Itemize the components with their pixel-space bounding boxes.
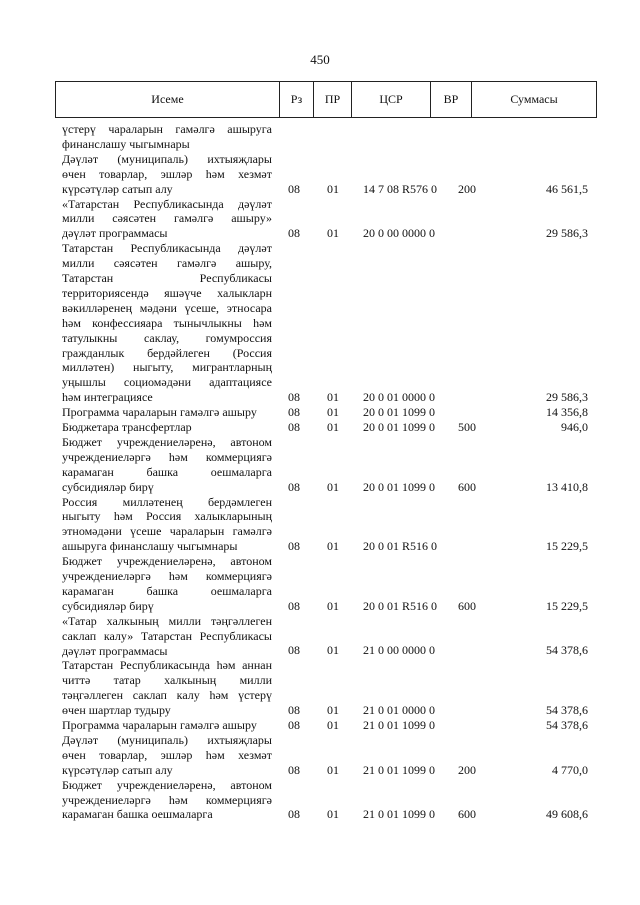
row-name xyxy=(62,658,272,718)
row-sum: 46 561,5 xyxy=(546,181,588,196)
row-pr: 01 xyxy=(327,807,339,822)
column-header-vr: ВР xyxy=(430,82,471,117)
row-pr: 01 xyxy=(327,762,339,777)
row-name-line: Бюджет учреждениеләренә, автоном xyxy=(62,777,272,792)
row-name-line: өчен товарлар, эшләр һәм хезмәт xyxy=(62,166,272,181)
row-name-line: территориясендә яшәүче халыкларн xyxy=(62,285,272,300)
row-vr: 200 xyxy=(458,181,476,196)
row-name-line: Бюджет учреждениеләренә, автоном xyxy=(62,554,272,569)
row-name-line: Татарстан Республикасында һәм аннан xyxy=(62,658,272,673)
row-rz: 08 xyxy=(288,598,300,613)
table-row xyxy=(0,614,640,659)
row-csr: 20 0 01 1099 0 xyxy=(363,420,435,434)
row-csr: 20 0 01 R516 0 xyxy=(363,539,438,554)
row-name-line: милли сәясәтен гамәлгә ашыру, xyxy=(62,256,272,271)
table-row xyxy=(0,122,640,152)
row-pr: 01 xyxy=(327,181,339,196)
row-name-line: ашыруга финанслашу чыгымнары xyxy=(62,539,238,554)
row-vr: 500 xyxy=(458,420,476,434)
row-name-line: вәкилләренең мәдәни үсеше, этносара xyxy=(62,300,272,315)
row-vr: 200 xyxy=(458,762,476,777)
table-row xyxy=(0,658,640,718)
row-pr: 01 xyxy=(327,643,339,658)
table-row xyxy=(0,495,640,555)
row-name xyxy=(62,152,272,197)
table-row xyxy=(0,152,640,197)
row-csr: 21 0 01 0000 0 xyxy=(363,703,435,718)
row-name-line: учреждениеләргә һәм коммерциягә xyxy=(62,792,272,807)
row-name-line: Татарстан Республикасы xyxy=(62,271,272,285)
row-name xyxy=(62,614,272,659)
row-vr: 600 xyxy=(458,479,476,494)
row-sum: 29 586,3 xyxy=(546,226,588,241)
row-csr: 21 0 01 1099 0 xyxy=(363,762,435,777)
row-name xyxy=(62,733,272,778)
row-name-line: ныгыту һәм Россия халыкларының xyxy=(62,509,272,524)
row-name-line: учреждениеләргә һәм коммерциягә xyxy=(62,449,272,464)
row-rz: 08 xyxy=(288,390,300,405)
row-pr: 01 xyxy=(327,539,339,554)
row-name-line: карамаган башка оешмаларга xyxy=(62,464,272,479)
table-row xyxy=(0,778,640,823)
row-csr: 20 0 01 1099 0 xyxy=(363,405,435,420)
row-name-line: Программа чараларын гамәлгә ашыру xyxy=(62,718,257,732)
row-name-line: Татарстан Республикасында дәүләт xyxy=(62,241,272,256)
row-pr: 01 xyxy=(327,420,339,434)
row-name-line: өчен товарлар, эшләр һәм хезмәт xyxy=(62,747,272,762)
row-vr: 600 xyxy=(458,807,476,822)
row-sum: 15 229,5 xyxy=(546,598,588,613)
row-name-line: этномәдәни үсеше чараларын гамәлгә xyxy=(62,524,272,539)
row-sum: 4 770,0 xyxy=(552,762,588,777)
row-name-line: дәүләт программасы xyxy=(62,643,168,658)
row-csr: 20 0 00 0000 0 xyxy=(363,226,435,241)
row-pr: 01 xyxy=(327,390,339,405)
row-name-line: дәүләт программасы xyxy=(62,226,168,241)
row-name-line: һәм интеграциясе xyxy=(62,390,153,405)
table-row xyxy=(0,554,640,614)
row-name-line: субсидияләр бирү xyxy=(62,598,154,613)
row-name-line: милли сәясәтен гамәлгә ашыру» xyxy=(62,211,272,226)
row-sum: 13 410,8 xyxy=(546,479,588,494)
row-pr: 01 xyxy=(327,598,339,613)
row-rz: 08 xyxy=(288,420,300,434)
row-csr: 14 7 08 R576 0 xyxy=(363,181,438,196)
row-name-line: читтә татар халкының милли xyxy=(62,673,272,688)
row-rz: 08 xyxy=(288,181,300,196)
row-pr: 01 xyxy=(327,226,339,241)
row-csr: 20 0 01 R516 0 xyxy=(363,598,438,613)
row-name-line: субсидияләр бирү xyxy=(62,479,154,494)
row-name-line: Бюджетара трансфертлар xyxy=(62,420,192,434)
row-rz: 08 xyxy=(288,405,300,420)
row-rz: 08 xyxy=(288,703,300,718)
row-name xyxy=(62,718,272,733)
row-rz: 08 xyxy=(288,539,300,554)
row-name-line: һәм конфессияара тынычлыкны һәм xyxy=(62,315,272,330)
table-row xyxy=(0,733,640,778)
row-sum: 946,0 xyxy=(561,420,588,434)
table-row xyxy=(0,197,640,242)
row-name xyxy=(62,405,272,420)
row-name xyxy=(62,495,272,555)
row-name-line: гражданлык бердәйлеген (Россия xyxy=(62,345,272,360)
row-name-line: күрсәтүләр сатып алу xyxy=(62,181,173,196)
row-name-line: учреждениеләргә һәм коммерциягә xyxy=(62,569,272,583)
row-name xyxy=(62,241,272,405)
page-number: 450 xyxy=(310,52,330,67)
row-sum: 54 378,6 xyxy=(546,718,588,732)
table-header xyxy=(55,81,597,118)
row-name-line: өчен шартлар тудыру xyxy=(62,703,171,718)
column-header-sum: Суммасы xyxy=(471,82,596,117)
row-name-line: «Татарстан Республикасында дәүләт xyxy=(62,196,272,211)
row-name-line: Дәүләт (муниципаль) ихтыяҗлары xyxy=(62,151,272,166)
row-rz: 08 xyxy=(288,718,300,732)
row-name xyxy=(62,420,272,435)
row-name-line: Бюджет учреждениеләренә, автоном xyxy=(62,434,272,449)
row-sum: 54 378,6 xyxy=(546,703,588,718)
table-row xyxy=(0,420,640,435)
table-row xyxy=(0,718,640,733)
row-pr: 01 xyxy=(327,479,339,494)
row-csr: 21 0 00 0000 0 xyxy=(363,643,435,658)
row-name-line: тәңгәллеген саклап калу һәм үстерү xyxy=(62,688,272,703)
row-name-line: уңышлы социомәдәни адаптациясе xyxy=(62,375,272,390)
row-csr: 21 0 01 1099 0 xyxy=(363,807,435,822)
row-vr: 600 xyxy=(458,598,476,613)
row-sum: 14 356,8 xyxy=(546,405,588,420)
row-name-line: милләтен) ныгыту, мигрантларның xyxy=(62,360,272,375)
row-csr: 21 0 01 1099 0 xyxy=(363,718,435,732)
row-name xyxy=(62,778,272,823)
column-header-pr: ПР xyxy=(313,82,351,117)
row-rz: 08 xyxy=(288,762,300,777)
column-header-name: Исеме xyxy=(151,92,184,106)
table-row xyxy=(0,405,640,420)
row-rz: 08 xyxy=(288,479,300,494)
row-name-line: саклап калу» Татарстан Республикасы xyxy=(62,628,272,643)
row-sum: 15 229,5 xyxy=(546,539,588,554)
column-header-rz: Рз xyxy=(279,82,313,117)
row-sum: 29 586,3 xyxy=(546,390,588,405)
row-name-line: карамаган башка оешмаларга xyxy=(62,807,213,822)
column-header-csr: ЦСР xyxy=(351,82,430,117)
row-csr: 20 0 01 0000 0 xyxy=(363,390,435,405)
row-pr: 01 xyxy=(327,703,339,718)
row-name xyxy=(62,554,272,614)
row-name-line: карамаган башка оешмаларга xyxy=(62,583,272,598)
row-name xyxy=(62,435,272,495)
row-name xyxy=(62,122,272,152)
table-row xyxy=(0,435,640,495)
table-row xyxy=(0,241,640,405)
row-name-line: татулыкны саклау, гомумроссия xyxy=(62,330,272,345)
row-name-line: «Татар халкының милли тәңгәллеген xyxy=(62,613,272,628)
row-csr: 20 0 01 1099 0 xyxy=(363,479,435,494)
row-name-line: финанслашу чыгымнары xyxy=(62,136,190,151)
row-sum: 49 608,6 xyxy=(546,807,588,822)
row-sum: 54 378,6 xyxy=(546,643,588,658)
row-pr: 01 xyxy=(327,405,339,420)
row-name-line: Россия милләтенең бердәмлеген xyxy=(62,494,272,509)
row-name-line: Дәүләт (муниципаль) ихтыяҗлары xyxy=(62,732,272,747)
row-name-line: үстерү чараларын гамәлгә ашыруга xyxy=(62,122,272,136)
row-pr: 01 xyxy=(327,718,339,732)
row-name-line: күрсәтүләр сатып алу xyxy=(62,762,173,777)
row-rz: 08 xyxy=(288,807,300,822)
row-rz: 08 xyxy=(288,643,300,658)
row-name xyxy=(62,197,272,242)
row-name-line: Программа чараларын гамәлгә ашыру xyxy=(62,405,257,420)
row-rz: 08 xyxy=(288,226,300,241)
